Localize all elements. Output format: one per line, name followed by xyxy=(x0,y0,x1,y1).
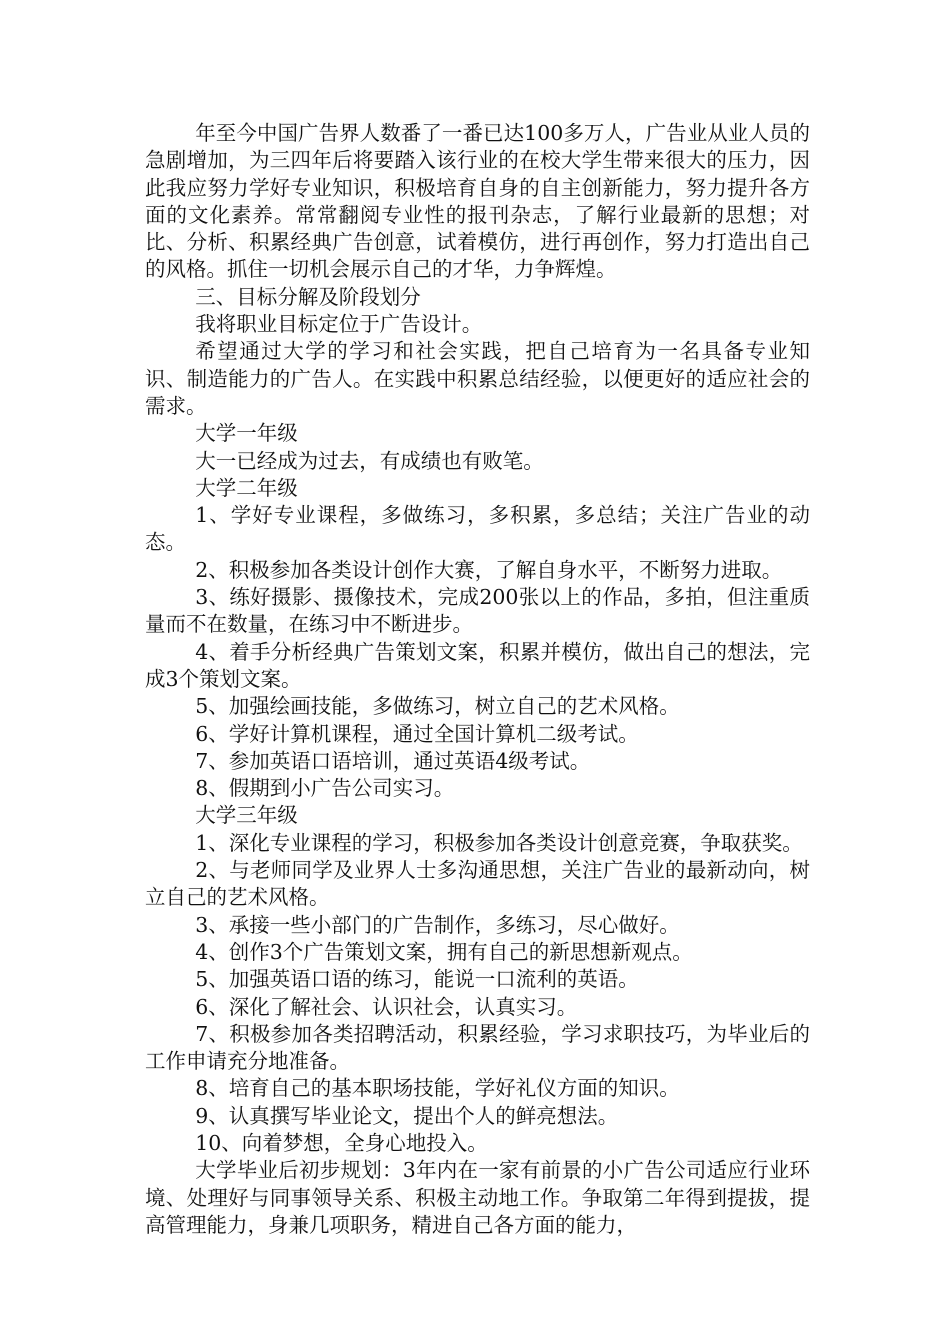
list-item-year-three-7: 7、积极参加各类招聘活动，积累经验，学习求职技巧，为毕业后的工作申请充分地准备。 xyxy=(145,1021,810,1074)
list-item-year-three-4: 4、创作3个广告策划文案，拥有自己的新思想新观点。 xyxy=(195,939,693,964)
heading-year-three: 大学三年级 xyxy=(195,803,298,828)
list-item-year-two-5: 5、加强绘画技能，多做练习，树立自己的艺术风格。 xyxy=(195,694,680,719)
list-item-year-three-2: 2、与老师同学及业界人士多沟通思想，关注广告业的最新动向，树立自己的艺术风格。 xyxy=(145,858,810,910)
paragraph-hope: 希望通过大学的学习和社会实践，把自己培育为一名具备专业知识、制造能力的广告人。在实践中积累总结经验，以便更好的适应社会的需求。 xyxy=(145,339,810,418)
list-item-year-two-1: 1、学好专业课程，多做练习，多积累，多总结；关注广告业的动态。 xyxy=(145,503,810,555)
paragraph-career-goal: 我将职业目标定位于广告设计。 xyxy=(195,312,483,337)
list-item-year-three-8: 8、培育自己的基本职场技能，学好礼仪方面的知识。 xyxy=(195,1076,680,1101)
list-item-year-two-6: 6、学好计算机课程，通过全国计算机二级考试。 xyxy=(195,721,639,746)
list-item-year-three-3: 3、承接一些小部门的广告制作，多练习，尽心做好。 xyxy=(195,912,680,937)
paragraph-industry-pressure: 年至今中国广告界人数番了一番已达100多万人，广告业从业人员的急剧增加，为三四年后将要踏入该行业的在校大学生带来很大的压力，因此我应努力学好专业知识，积极培育自身的自主创新能力，努力提升各方面的文化素养。常常翻阅专业性的报刊杂志，了解行业最新的思想；对比、分析、积累经典广告创意，试着模仿，进行再创作，努力打造出自己的风格。抓住一切机会展示自己的才华，力争辉煌。 xyxy=(145,121,810,282)
list-item-year-three-6: 6、深化了解社会、认识社会，认真实习。 xyxy=(195,994,578,1019)
list-item-year-three-5: 5、加强英语口语的练习，能说一口流利的英语。 xyxy=(195,967,639,992)
list-item-year-two-4: 4、着手分析经典广告策划文案，积累并模仿，做出自己的想法，完成3个策划文案。 xyxy=(145,639,810,691)
list-item-year-two-8: 8、假期到小广告公司实习。 xyxy=(195,776,455,801)
document-page xyxy=(145,120,810,1239)
list-item-year-two-7: 7、参加英语口语培训，通过英语4级考试。 xyxy=(195,748,591,773)
list-item-year-three-9: 9、认真撰写毕业论文，提出个人的鲜亮想法。 xyxy=(195,1103,619,1128)
heading-year-two: 大学二年级 xyxy=(195,475,298,500)
list-item-year-three-1: 1、深化专业课程的学习，积极参加各类设计创意竞赛，争取获奖。 xyxy=(195,830,803,855)
list-item-year-three-10: 10、向着梦想，全身心地投入。 xyxy=(195,1130,488,1155)
list-item-year-two-3: 3、练好摄影、摄像技术，完成200张以上的作品，多拍，但注重质量而不在数量，在练习中不断进步。 xyxy=(145,585,810,637)
heading-year-one: 大学一年级 xyxy=(195,421,298,446)
list-item-year-two-2: 2、积极参加各类设计创作大赛，了解自身水平，不断努力进取。 xyxy=(195,557,783,582)
section-heading-goal-breakdown: 三、目标分解及阶段划分 xyxy=(195,284,421,309)
paragraph-post-graduation-plan: 大学毕业后初步规划：3年内在一家有前景的小广告公司适应行业环境、处理好与同事领导关系、积极主动地工作。争取第二年得到提拔，提高管理能力，身兼几项职务，精进自己各方面的能力， xyxy=(145,1158,810,1237)
paragraph-year-one: 大一已经成为过去，有成绩也有败笔。 xyxy=(195,448,544,473)
